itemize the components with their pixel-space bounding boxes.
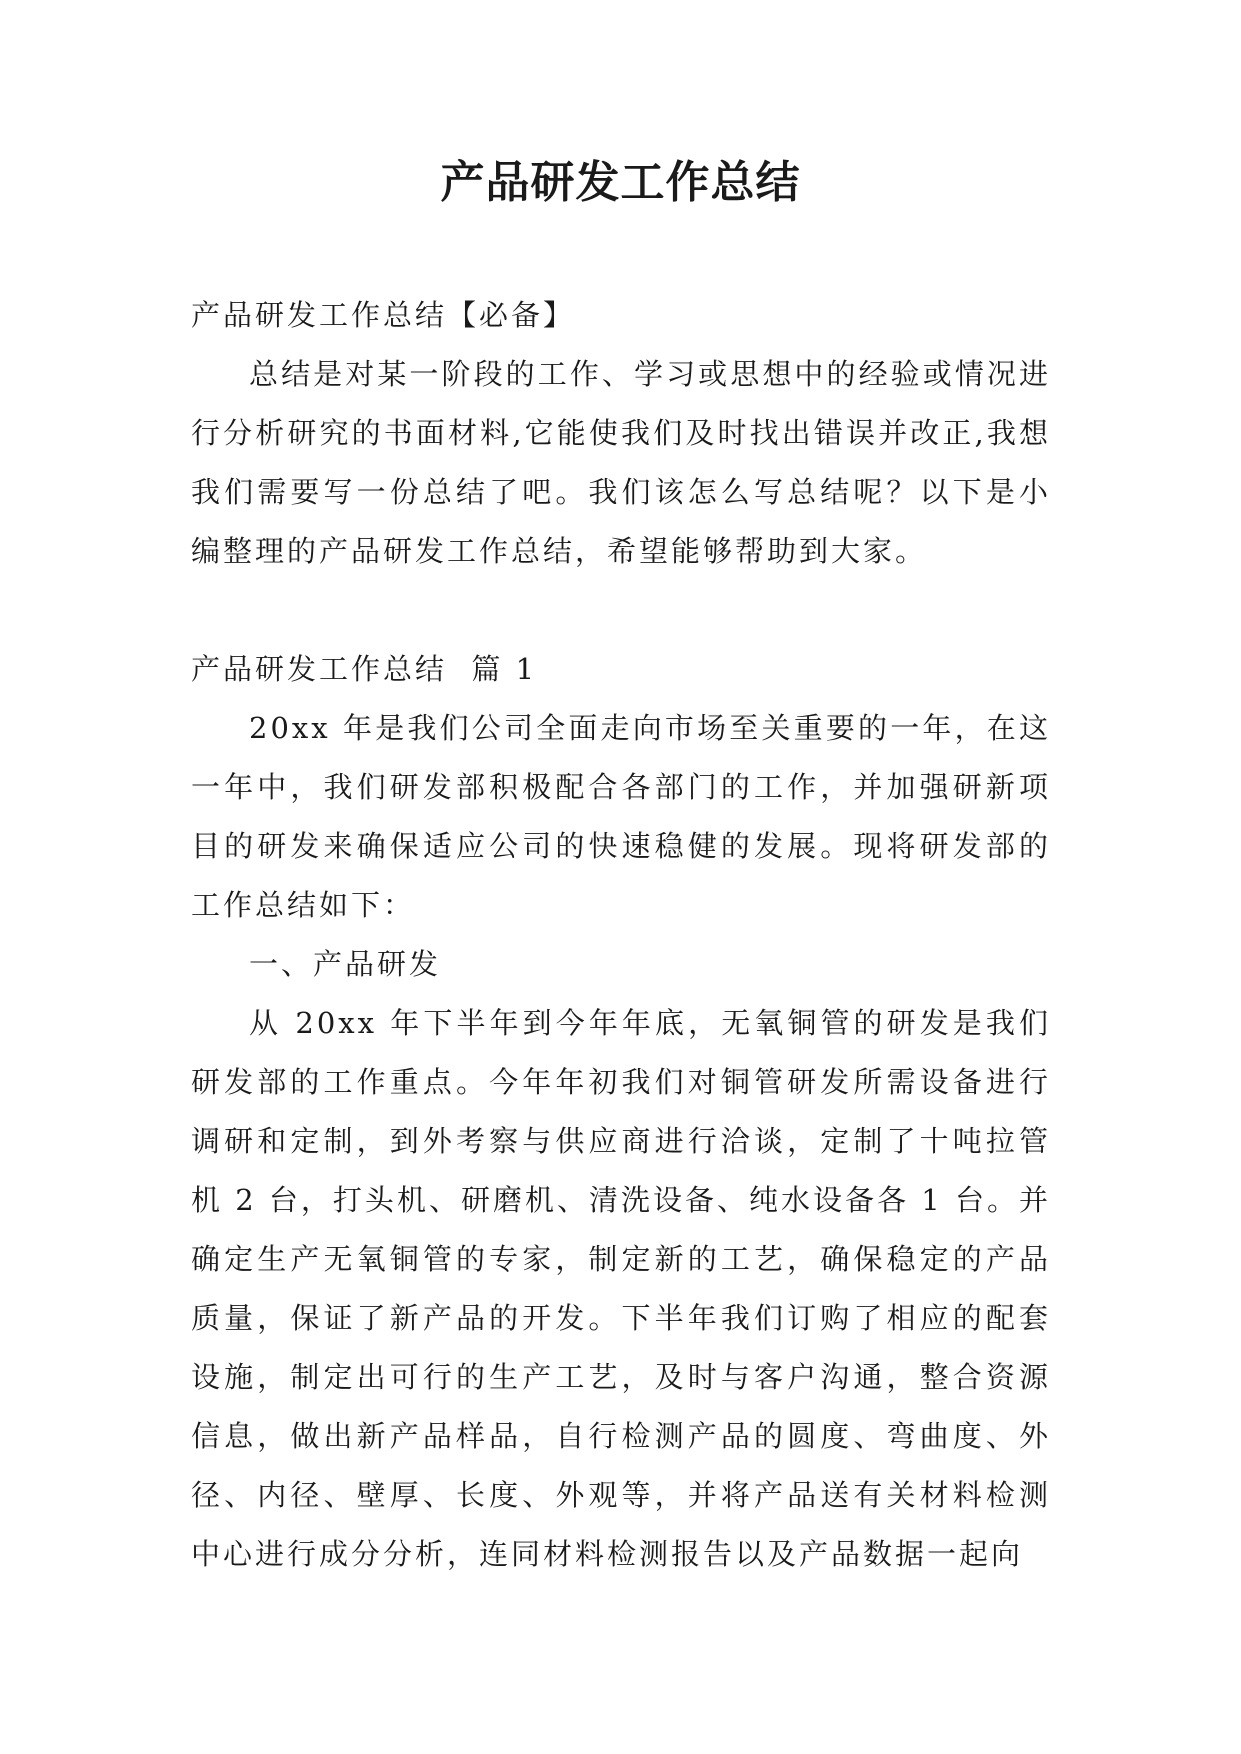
- body-paragraph-1: 20xx 年是我们公司全面走向市场至关重要的一年，在这一年中，我们研发部积极配合各部门的工作，并加强研新项目的研发来确保适应公司的快速稳健的发展。现将研发部的工作总结如下：: [191, 711, 1051, 922]
- item-heading: 一、产品研发: [249, 947, 442, 981]
- document-title: 产品研发工作总结: [440, 157, 801, 208]
- document-subtitle: 产品研发工作总结【必备】: [191, 298, 576, 332]
- intro-paragraph: 总结是对某一阶段的工作、学习或思想中的经验或情况进行分析研究的书面材料,它能使我们及时找出错误并改正,我想我们需要写一份总结了吧。我们该怎么写总结呢？以下是小编整理的产品研发工作总结，希望能够帮助到大家。: [191, 357, 1051, 568]
- section-heading: 产品研发工作总结 篇 1: [191, 652, 538, 686]
- paragraph-spacer: [191, 581, 1051, 640]
- document-body: [191, 286, 1051, 1584]
- body-paragraph-2: 从 20xx 年下半年到今年年底，无氧铜管的研发是我们研发部的工作重点。今年年初我们对铜管研发所需设备进行调研和定制，到外考察与供应商进行洽谈，定制了十吨拉管机 2 台，打头机、研磨机、清洗设备、纯水设备各 1 台。并确定生产无氧铜管的专家，制定新的工艺，确保稳定的产品质量，保证了新产品的开发。下半年我们订购了相应的配套设施，制定出可行的生产工艺，及时与客户沟通，整合资源信息，做出新产品样品，自行检测产品的圆度、弯曲度、外径、内径、壁厚、长度、外观等，并将产品送有关材料检测中心进行成分分析，连同材料检测报告以及产品数据一起向: [191, 1006, 1051, 1571]
